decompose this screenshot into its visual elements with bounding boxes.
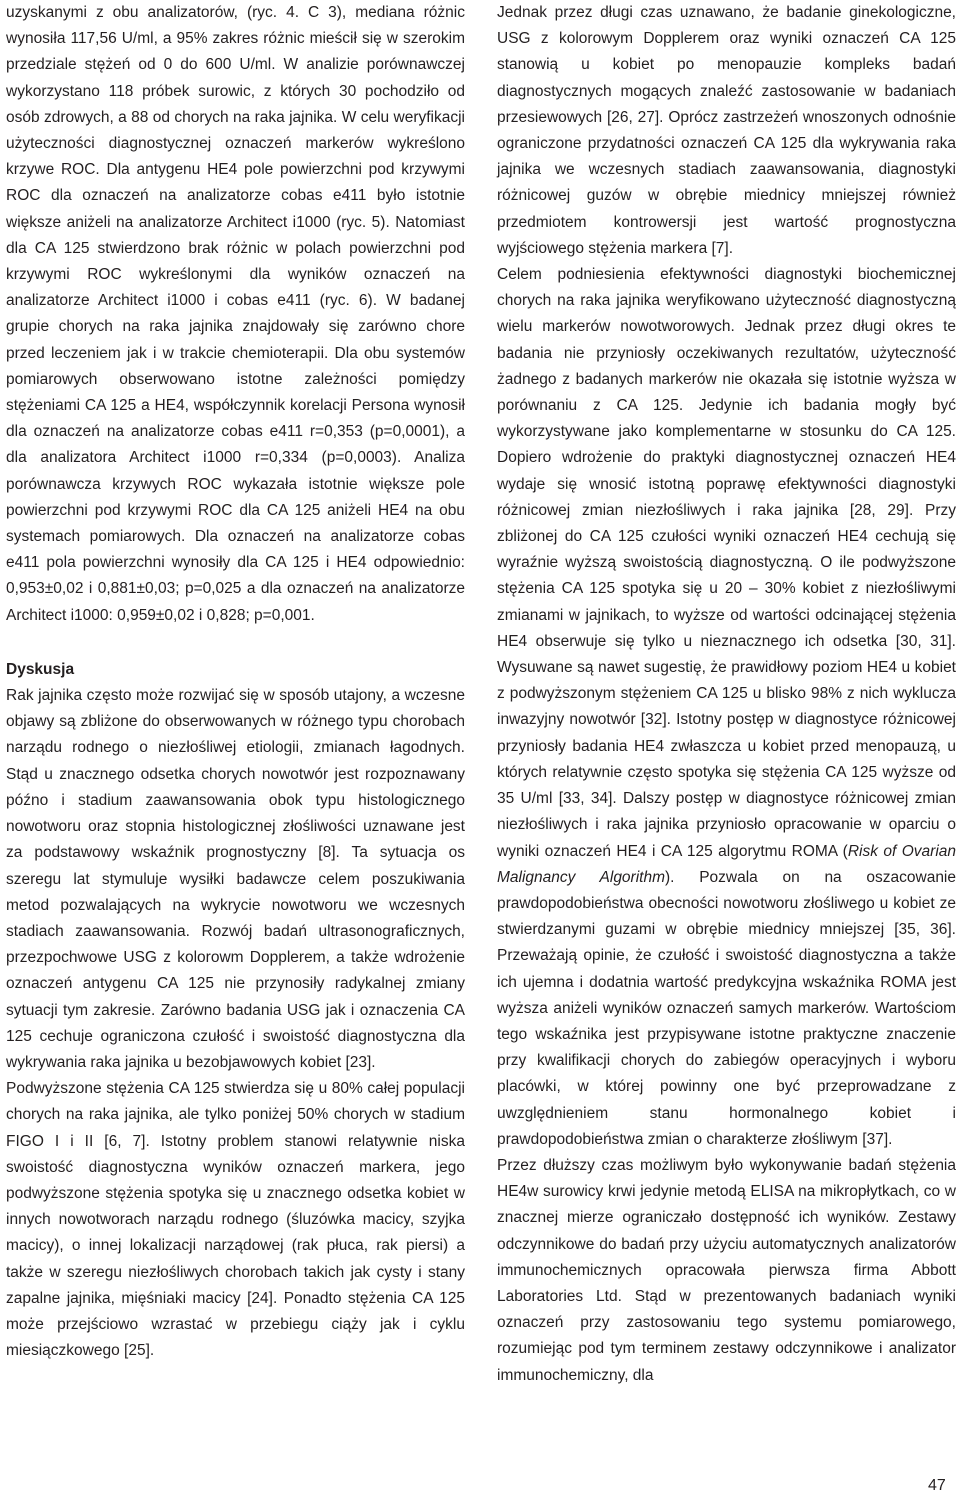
results-paragraph: uzyskanymi z obu analizatorów, (ryc. 4. C 3), mediana różnic wynosiła 117,56 U/ml, a 95% zakres różnic mieścił się w szerokim przedziale stężeń od 0 do 600 U/ml. W analizie porównawczej wykorzystano 118 próbek surowic, z których 30 pochodziło od osób zdrowych, a 88 od chorych na raka jajnika. W celu weryfikacji użyteczności diagnostycznej oznaczeń markerów wykreślono krzywe ROC. Dla antygenu HE4 pole powierzchni pod krzywymi ROC dla oznaczeń na analizatorze cobas e411 było istotnie większe aniżeli na analizatorze Architect i1000 (ryc. 5). Natomiast dla CA 125 stwierdzono brak różnic w polach powierzchni pod krzywymi ROC wykreślonymi dla wyników oznaczeń na analizatorze Architect i1000 i cobas e411 (ryc. 6). W badanej grupie chorych na raka jajnika znajdowały się zarówno chore przed leczeniem jak i w trakcie chemioterapii. Dla obu systemów pomiarowych obserwowano istotne zależności pomiędzy stężeniami CA 125 a HE4, współczynnik korelacji Persona wynosił dla oznaczeń na analizatorze cobas e411 r=0,353 (p=0,0001), a dla analizatora Architect i1000 r=0,334 (p=0,0003). Analiza porównawcza krzywych ROC wykazała istotnie większe pole powierzchni pod krzywymi ROC dla CA 125 aniżeli HE4 na obu systemach pomiarowych. Dla oznaczeń na analizatorze cobas e411 pola powierzchni wynosiły dla CA 125 i HE4 odpowiednio: 0,953±0,02 i 0,881±0,03; p=0,025 a dla oznaczeń na analizatorze Architect i1000: 0,959±0,02 i 0,828; p=0,001.	[6, 4, 465, 624]
paragraph-screening: Jednak przez długi czas uznawano, że badanie ginekologiczne, USG z kolorowym Dopplerem oraz wyniki oznaczeń CA 125 stanowią u kobiet po menopauzie kompleks badań diagnostycznych mogących znaleźć zastosowanie w badaniach przesiewowych [26, 27]. Oprócz zastrzeżeń wnoszonych odnośnie ograniczone przydatności oznaczeń CA 125 dla wykrywania raka jajnika we wczesnych stadiach zaawansowania, diagnostyki różnicowej guzów w obrębie miednicy mniejszej również przedmiotem kontrowersji jest wartość prognostyczna wyjściowego stężenia markera [7].	[497, 4, 956, 257]
left-column	[6, 0, 465, 1364]
paragraph-he4-roma-start: Celem podniesienia efektywności diagnostyki biochemicznej chorych na raka jajnika weryfikowano użyteczność diagnostyczną wielu markerów nowotworowych. Jednak przez długi okres te badania nie przyniosły oczekiwanych rezultatów, użyteczność żadnego z badanych markerów nie okazała się istotnie wyższa w porównaniu z CA 125. Jedynie ich badania mogły być wykorzystywane jako komplementarne w stosunku do CA 125. Dopiero wdrożenie do praktyki diagnostycznej oznaczeń HE4 wydaje się wnosić istotną poprawę efektywności diagnostyki różnicowej zmian niezłośliwych i raka jajnika [28, 29]. Przy zbliżonej do CA 125 czułości wyniki oznaczeń HE4 cechują się wyraźnie wyższą swoistością diagnostyczną. O ile podwyższone stężenia CA 125 spotyka się u 20 – 30% kobiet z niezłośliwymi zmianami w jajnikach, to wyższe od wartości odcinającej stężenia HE4 obserwuje się tylko u nieznacznego ich odsetka [30, 31]. Wysuwane są nawet sugestię, że prawidłowy poziom HE4 u kobiet z podwyższonym stężeniem CA 125 u blisko 98% z nich wyklucza inwazyjny nowotwór [32]. Istotny postęp w diagnostyce różnicowej przyniosły badania HE4 zwłaszcza u kobiet przed menopauzą, u których relatywnie często spotyka się stężenia CA 125 wyższe od 35 U/ml [33, 34]. Dalszy postęp w diagnostyce różnicowej zmian niezłośliwych i raka jajnika przyniosło opracowanie w oparciu o wyniki oznaczeń HE4 i CA 125 algorytmu ROMA (	[497, 266, 956, 860]
roma-expansion: Risk of Ovarian Malignancy Algorithm	[497, 842, 957, 886]
paragraph-elisa: Przez dłuższy czas możliwym było wykonywanie badań stężenia HE4w surowicy krwi jedynie metodą ELISA na mikropłytkach, co w znacznej mierze ograniczało dostępność ich wyników. Zestawy odczynnikowe do badań przy użyciu automatycznych analizatorów immunochemicznych opracowała pierwsza firma Abbott Laboratories Ltd. Stąd w prezentowanych badaniach wyniki oznaczeń przy zastosowaniu tego systemu pomiarowego, rozumiejąc pod tym terminem zestawy odczynnikowe i analizator immunochemiczny, dla	[497, 1156, 956, 1384]
paragraph-ca125-specificity: Podwyższone stężenia CA 125 stwierdza się u 80% całej populacji chorych na raka jajnika, ale tylko poniżej 50% chorych w stadium FIGO I i II [6, 7]. Istotny problem stanowi relatywnie niska swoistość diagnostyczna wyników oznaczeń markera, jego podwyższone stężenia spotyka się u znacznego odsetka kobiet w innych nowotworach narządu rodnego (śluzówka macicy, szyjka macicy), o innej lokalizacji narządowej (rak płuca, rak piersi) a także w szeregu niezłośliwych chorobach takich jak cysty i stany zapalne jajnika, mięśniaki macicy [24]. Ponadto stężenia CA 125 może przejściowo wzrastać w przebiegu ciąży jak i cyklu miesiączkowego [25].	[6, 1080, 465, 1360]
right-column	[497, 0, 956, 1389]
discussion-paragraph: Rak jajnika często może rozwijać się w sposób utajony, a wczesne objawy są zbliżone do obserwowanych w różnego typu chorobach narządu rodnego o niezłośliwej etiologii, zmianach łagodnych. Stąd u znacznego odsetka chorych nowotwór jest rozpoznawany późno i stadium zaawansowania obok typu histologicznego nowotworu oraz stopnia histologicznej złośliwości uznawane jest za podstawowy wskaźnik prognostyczny [8]. Ta sytuacja os szeregu lat stymuluje wysiłki badawcze celem poszukiwania metod pozwalających na wykrycie nowotworu we wczesnych stadiach zaawansowania. Rozwój badań ultrasonograficznych, przezpochwowe USG z kolorowm Dopplerem, a także wdrożenie oznaczeń antygenu CA 125 nie przynosiły radykalnej zmiany sytuacji tym zakresie. Zarówno badania USG jak i oznaczenia CA 125 cechuje ograniczona czułość i swoistość diagnostyczna dla wykrywania raka jajnika u bezobjawowych kobiet [23].	[6, 687, 465, 1071]
page-number: 47	[928, 1477, 946, 1494]
discussion-heading: Dyskusja	[6, 660, 75, 678]
paragraph-he4-roma-end: ). Pozwala on na oszacowanie prawdopodobieństwa obecności nowotworu złośliwego u kobiet ze stwierdzanymi guzami w obrębie miednicy mniejszej [35, 36]. Przeważają opinie, że czułość i swoistość diagnostyczna a także ich ujemna i dodatnia wartość predykcyjna wskaźnika ROMA jest wyższa aniżeli wyników oznaczeń samych markerów. Wartościom tego wskaźnika jest przypisywane istotne praktyczne znaczenie przy kwalifikacji chorych do zabiegów operacyjnych i wyboru placówki, w której powinny one być przeprowadzane z uwzględnieniem stanu hormonalnego kobiet i prawdopodobieństwa zmian o charakterze złośliwym [37].	[497, 868, 956, 1148]
paragraph-he4-roma	[497, 262, 956, 1153]
